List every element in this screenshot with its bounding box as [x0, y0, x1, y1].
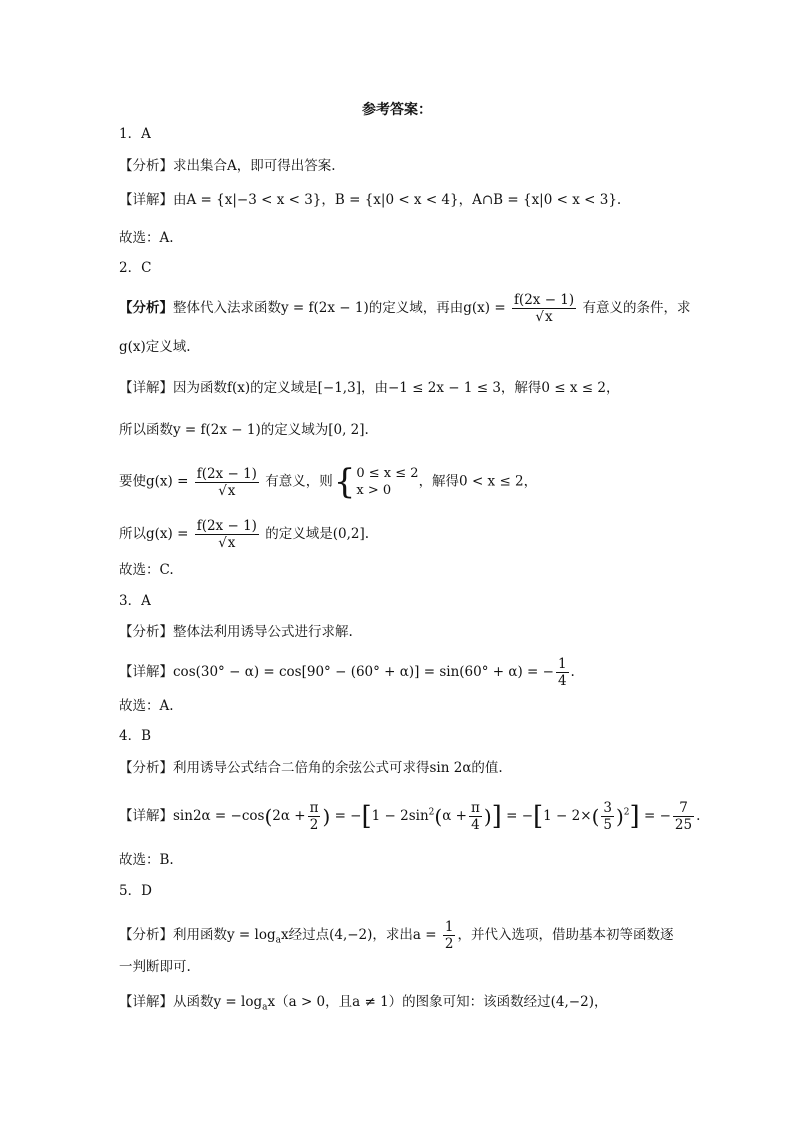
q2-label: 2．C [119, 260, 152, 276]
fraction-numerator: f(2x − 1) [196, 518, 257, 534]
q5-a2: x经过点(4,−2)，求出a = [280, 927, 437, 943]
paren-close: ) [483, 804, 492, 829]
q5-analysis-cont: 一判断即可. [119, 959, 191, 975]
q3-detail: 【详解】cos(30° − α) = cos[90° − (60° + α)] = sin(60° + α) = − $\frac{1}{4}$ . [119, 656, 575, 689]
q4-d-a: 【详解】sin2α = −cos [119, 808, 265, 824]
fraction-denominator: √x [535, 309, 553, 325]
sqrt-radicand: x [227, 482, 236, 499]
square-exponent: 2 [428, 807, 435, 818]
q4-d-c2: = − [506, 808, 534, 824]
log-base: a [275, 935, 281, 946]
q4-label: 4．B [119, 728, 152, 744]
q2-domain-line: 所以函数y = f(2x − 1)的定义域为[0, 2]. [119, 422, 369, 438]
bracket-open: [ [533, 801, 544, 832]
q3-detail-a: 【详解】cos(30° − α) = cos[90° − (60° + α)] = sin(60° + α) = − [119, 664, 554, 680]
log-base: a [262, 1002, 268, 1013]
fraction-denominator: 4 [557, 673, 567, 689]
q5-a3: ，并代入选项，借助基本初等函数逐 [457, 927, 674, 943]
fraction-denominator: 4 [471, 817, 480, 833]
q4-d-c: = − [334, 808, 362, 824]
q4-pi-over-2 [308, 800, 321, 833]
bracket-close: ] [491, 801, 502, 832]
q5-analysis [119, 919, 673, 952]
paren-open: ( [434, 804, 443, 829]
system-row-1: 0 ≤ x ≤ 2 [356, 466, 419, 481]
q4-d-e: α + [442, 808, 467, 824]
q2-result-line [119, 518, 369, 551]
q4-three-fifths [601, 800, 614, 833]
left-brace: { [333, 462, 356, 502]
q4-pi-over-4 [469, 800, 482, 833]
paren-open: ( [264, 804, 273, 829]
fraction-numerator: 1 [444, 919, 454, 935]
q2-analysis-tag: 【分析】 [119, 300, 173, 316]
fraction-numerator: f(2x − 1) [196, 465, 257, 482]
fraction-numerator: f(2x − 1) [513, 292, 575, 308]
q5-d1: 【详解】从函数y = log [119, 994, 263, 1010]
fraction-numerator: π [470, 800, 480, 816]
q2-analysis-b: 有意义的条件，求 [582, 300, 691, 316]
q3-label: 3．A [119, 593, 151, 609]
q5-label: 5．D [119, 883, 152, 899]
q2-result-a: 所以g(x) = [119, 526, 189, 542]
page-title: 参考答案： [362, 102, 432, 118]
q2-analysis-fraction [512, 292, 576, 325]
q4-d-f: 1 − 2× [543, 808, 592, 824]
fraction-numerator: 1 [557, 656, 567, 672]
q2-detail: 【详解】因为函数f(x)的定义域是[−1,3]，由−1 ≤ 2x − 1 ≤ 3，解得0 ≤ x ≤ 2， [119, 380, 620, 396]
fraction-denominator: √x [218, 482, 236, 499]
q1-analysis: 【分析】求出集合A，即可得出答案. [119, 158, 336, 174]
q2-result-fraction [195, 518, 259, 551]
q5-a1: 【分析】利用函数y = log [119, 927, 276, 943]
q5-d2: x（a > 0，且a ≠ 1）的图象可知：该函数经过(4,−2)， [267, 994, 608, 1010]
inequality-system [356, 465, 418, 499]
fraction-numerator: 7 [673, 800, 694, 817]
fraction-denominator: 5 [603, 817, 612, 833]
fraction-numerator: 3 [603, 800, 612, 816]
square-exponent: 2 [623, 807, 630, 818]
q5-detail [119, 992, 607, 1018]
q2-analysis-a: 整体代入法求函数y = f(2x − 1)的定义域，再由g(x) = [173, 300, 506, 316]
q4-d-b: 2α + [272, 808, 306, 824]
system-row-2: x > 0 [356, 483, 392, 498]
q2-result-b: 的定义域是(0,2]. [265, 526, 370, 542]
bracket-open: [ [361, 801, 372, 832]
fraction-denominator: 2 [309, 817, 319, 833]
sqrt-radicand: x [545, 309, 553, 325]
q5-one-half [443, 919, 456, 952]
q3-choice: 故选：A. [119, 698, 174, 714]
q2-require-b: 有意义，则 [265, 473, 333, 490]
q1-choice: 故选：A. [119, 230, 174, 246]
q1-label: 1．A [119, 126, 151, 142]
q4-choice: 故选：B. [119, 852, 174, 868]
q4-d-d: 1 − 2sin [371, 808, 429, 824]
paren-close: ) [615, 804, 624, 829]
sqrt-radicand: x [227, 535, 236, 551]
q2-require-a: 要使g(x) = [119, 473, 189, 490]
q2-analysis [119, 292, 690, 325]
fraction-denominator: √x [218, 535, 236, 551]
bracket-close: ] [629, 801, 640, 832]
q4-detail: 【详解】sin2α = −cos(2α + $\frac{\pi}{2}$ ) = $-[1 - 2\sin^2(\alpha$ + $\frac{\pi}{4}$ )] = −[1 − 2×( $\frac{3}{5}$ )$^2$] = − $\frac{7}{25}$ . [119, 800, 701, 833]
q2-require-line [119, 464, 537, 500]
fraction-denominator: 2 [444, 936, 454, 952]
q2-require-fraction [195, 466, 259, 499]
paren-open: ( [591, 804, 600, 829]
q4-analysis: 【分析】利用诱导公式结合二倍角的余弦公式可求得sin 2α的值. [119, 760, 503, 776]
q2-choice: 故选：C. [119, 562, 174, 578]
q4-seven-over-25 [673, 800, 694, 833]
fraction-denominator: 25 [674, 817, 693, 833]
q3-fraction [556, 656, 569, 689]
q4-d-c3: = − [643, 808, 671, 824]
q2-require-c: ，解得0 < x ≤ 2， [418, 473, 538, 490]
fraction-numerator: π [309, 800, 319, 816]
q2-analysis-c: g(x)定义域. [119, 339, 191, 355]
q1-detail: 【详解】由A = {x|−3 < x < 3}，B = {x|0 < x < 4}，A∩B = {x|0 < x < 3}. [119, 192, 622, 208]
paren-close: ) [322, 804, 331, 829]
q3-analysis: 【分析】整体法利用诱导公式进行求解. [119, 624, 353, 640]
